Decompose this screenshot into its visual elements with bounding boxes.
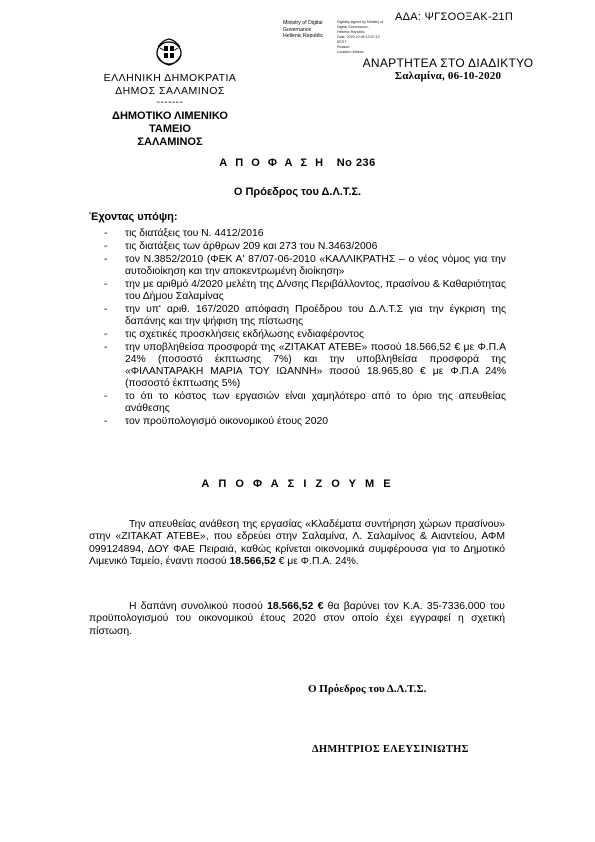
list-item [104,279,506,303]
list-item [104,304,506,328]
list-item [104,241,506,253]
posting-label: ΑΝΑΡΤΗΤΕΑ ΣΤΟ ΔΙΑΔΙΚΤΥΟ [362,56,534,70]
award-amount: 18.566,52 [229,555,276,567]
decision-title-word: Α Π Ο Φ Α Σ Η [219,157,326,169]
list-item-text: την με αριθμό 4/2020 μελέτη της Δ/νσης Περιβάλλοντος, πρασίνου & Καθαριότητας του Δήμου Σαλαμίνας [125,279,506,302]
list-item [104,416,506,428]
list-item-text: το ότι το κόστος των εργασιών είναι χαμηλότερο από το όριο της απευθείας ανάθεσης [125,391,506,414]
country-name: ΕΛΛΗΝΙΚΗ ΔΗΜΟΚΡΑΤΙΑ [103,72,237,84]
signature-issuer [283,20,323,40]
award-paragraph [89,519,505,568]
list-marker: - [104,241,108,252]
list-item-text: τον προϋπολογισμό οικονομικού έτους 2020 [125,416,329,427]
list-item [104,254,506,278]
port-fund-line: ΣΑΛΑΜΙΝΟΣ [137,136,203,148]
budget-text-start: Η δαπάνη συνολικού ποσού [129,601,263,612]
list-marker: - [104,304,108,315]
decision-subtitle: Ο Πρόεδρος του Δ.Λ.Τ.Σ. [233,186,362,198]
signature-issuer-line: Hellenic Republic [283,33,324,40]
list-item [104,329,506,341]
list-item-text: τον Ν.3852/2010 (ΦΕΚ Α' 87/07-06-2010 «ΚΑΛΛΙΚΡΑΤΗΣ – ο νέος νόμος για την αυτοδιοίκηση και την αποκεντρωμένη διοίκηση» [125,254,506,277]
considering-heading: Έχοντας υπόψη: [89,211,178,223]
signature-detail-line: Reason: [337,45,351,49]
signature-detail-line: Digitally signed by Ministry of [337,20,384,24]
signature-detail-line: Hellenic Republic [337,30,365,34]
signature-detail-line: EEST [337,40,347,44]
signature-detail-line: Date: 2020.10.06 12:57:13 [337,35,380,39]
list-marker: - [104,391,108,402]
award-vat-note: € με Φ.Π.Α. 24%. [278,555,359,567]
list-marker: - [104,254,108,265]
list-item-text: τις διατάξεις του Ν. 4412/2016 [125,228,264,239]
list-marker: - [104,342,108,353]
list-item-text: την υποβληθείσα προσφορά της «ΖΙΤΑΚΑΤ ΑΤΕΒΕ» ποσού 18.566,52 € με Φ.Π.Α 24% (ποσοστό έκπτωσης 7%) και την υποβληθείσα προσφορά της «ΦΙΛΑΝΤΑΡΑΚΗ ΜΑΡΙΑ ΤΟΥ ΙΩΑΝΝΗ» ποσού 18.965,80 € με Φ.Π.Α 24% (ποσοστό έκπτωσης 5%) [125,342,506,389]
signature-issuer-line: Ministry of Digital [283,20,323,26]
port-fund-name [95,110,245,149]
decide-heading: Α Π Ο Φ Α Σ Ι Ζ Ο Υ Μ Ε [201,478,394,490]
award-text: Την απευθείας ανάθεση της εργασίας «Κλαδέματα συντήρηση χώρων πρασίνου» στην «ΖΙΤΑΚΑΤ ΑΤΕΒΕ», που εδρεύει στην Σαλαμίνα, Λ. Σαλαμίνος & Αιαντείου, ΑΦΜ 099124894, ΔΟΥ ΦΑΕ Πειραιά, καθώς κρίνεται οικονομικά συμφέρουσα για το Δημοτικό Λιμενικό Ταμείο, έναντι ποσού [89,519,505,567]
signature-detail-line: Digital Governance, [337,25,369,29]
budget-amount: 18.566,52 € [267,601,324,612]
list-marker: - [104,329,108,340]
signature-detail-line: Location: Athens [337,50,364,54]
signature-details [337,20,383,55]
decision-number: Νο 236 [336,157,376,169]
authority-separator: ------- [156,97,184,108]
list-item-text: τις διατάξεις των άρθρων 209 και 273 του Ν.3463/2006 [125,241,378,252]
decision-date: Σαλαμίνα, 06-10-2020 [394,70,502,82]
hellenic-emblem-icon [154,38,184,71]
list-item-text: τις σχετικές προσκλήσεις εκδήλωσης ενδιαφέροντος [125,329,365,340]
municipality-name: ΔΗΜΟΣ ΣΑΛΑΜΙΝΟΣ [115,84,225,97]
signature-issuer-line: Governance [283,26,312,33]
posting-block [348,57,548,83]
list-item-text: την υπ' αριθ. 167/2020 απόφαση Προέδρου του Δ.Λ.Τ.Σ για την έγκριση της δαπάνης και την ψήφιση της πίστωσης [125,304,506,327]
budget-paragraph [89,601,505,638]
considerations-list [104,228,506,429]
closing-title: Ο Πρόεδρος του Δ.Λ.Τ.Σ. [308,683,427,695]
list-marker: - [104,416,108,427]
list-marker: - [104,279,108,290]
list-marker: - [104,228,108,239]
ada-code: ΑΔΑ: ΨΓΣΟΟΞΑΚ-21Π [395,11,514,23]
list-item [104,391,506,415]
signer-name: ΔΗΜΗΤΡΙΟΣ ΕΛΕΥΣΙΝΙΩΤΗΣ [312,744,469,755]
issuing-authority [95,72,245,149]
decision-title [0,157,595,169]
budget-text-end: θα βαρύνει τον Κ.Α. 35-7336.000 του προϋπολογισμού του οικονομικού έτους 2020 στον οποίο έχει εγγραφεί η σχετική πίστωση. [89,601,505,637]
port-fund-line: ΔΗΜΟΤΙΚΟ ΛΙΜΕΝΙΚΟ ΤΑΜΕΙΟ [112,110,228,135]
list-item [104,342,506,390]
list-item [104,228,506,240]
